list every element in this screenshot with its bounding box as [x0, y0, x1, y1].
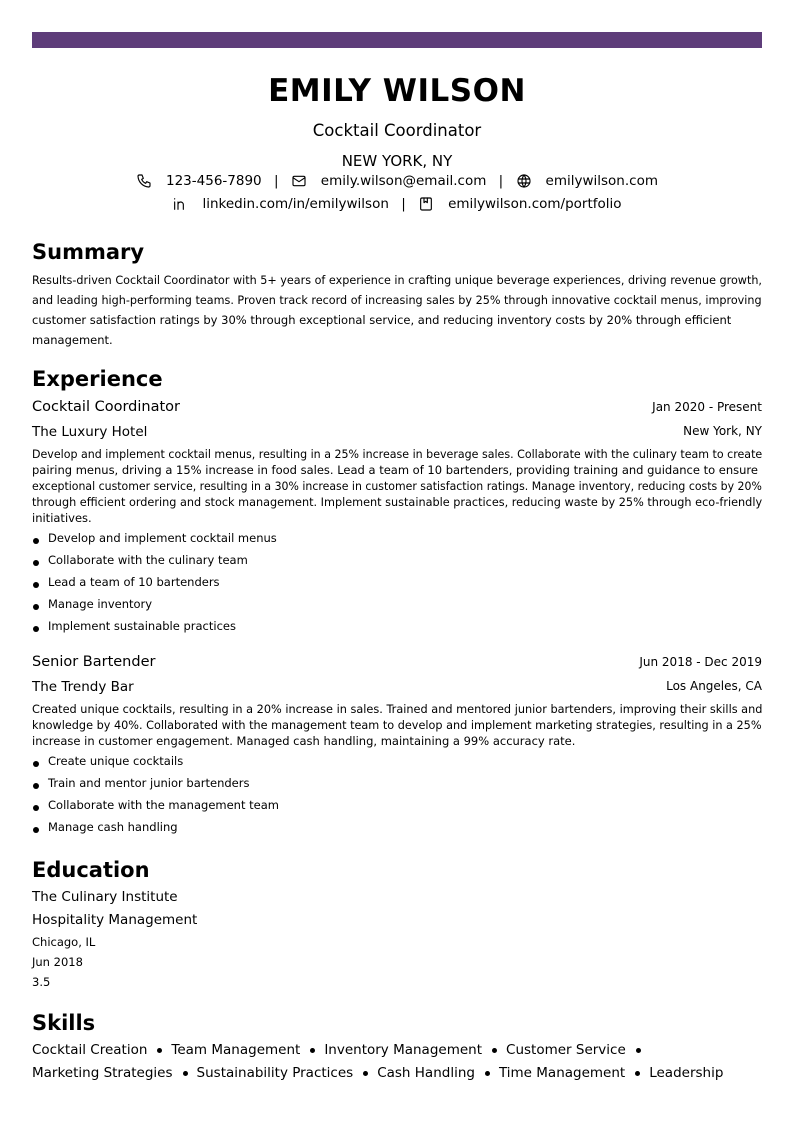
skill-item: Time Management: [498, 1065, 626, 1081]
job-description-line: Develop and implement cocktail menus, resulting in a 25% increase in beverage sales. Collaborate with the culinary team to create: [32, 447, 763, 461]
linkedin-contact[interactable]: [172, 196, 388, 212]
list-item-text: Manage cash handling: [48, 820, 178, 834]
education-location: Chicago, IL: [32, 935, 96, 949]
skill-item: Sustainability Practices: [196, 1065, 354, 1081]
list-item: [32, 819, 762, 841]
skills-row: [32, 1042, 650, 1058]
list-item: [32, 775, 762, 797]
job-description-line: Created unique cocktails, resulting in a 20% increase in sales. Trained and mentored junior bartenders, improving their skills and: [32, 702, 763, 716]
experience-heading: Experience: [32, 367, 163, 391]
bookmark-icon: [418, 196, 434, 212]
email-text: emily.wilson@email.com: [320, 173, 487, 189]
job-title: Senior Bartender: [32, 654, 156, 670]
job-description-line: exceptional customer service, resulting in a 30% increase in customer satisfaction ratings. Manage inventory, reducing costs by 20%: [32, 479, 762, 493]
list-item-text: Implement sustainable practices: [48, 619, 236, 633]
candidate-title: Cocktail Coordinator: [312, 121, 482, 140]
summary-line: Results-driven Cocktail Coordinator with 5+ years of experience in crafting unique beverage experiences, driving revenue growth,: [32, 273, 762, 287]
portfolio-text: emilywilson.com/portfolio: [448, 196, 622, 212]
candidate-location: NEW YORK, NY: [341, 152, 453, 170]
linkedin-text: linkedin.com/in/emilywilson: [202, 196, 389, 212]
summary-line: customer satisfaction ratings by 30% through exceptional service, and reducing inventory costs by 20% through efficient: [32, 313, 732, 327]
bullet-icon: [363, 1071, 368, 1076]
skill-item: Customer Service: [506, 1042, 626, 1058]
job-description-line: pairing menus, driving a 15% increase in food sales. Lead a team of 10 bartenders, providing training and guidance to ensure: [32, 463, 758, 477]
website-contact[interactable]: [516, 173, 658, 189]
summary-line: and leading high-performing teams. Proven track record of increasing sales by 25% through innovative cocktail menus, improving: [32, 293, 762, 307]
website-text: emilywilson.com: [545, 173, 658, 189]
job-description-line: through efficient ordering and stock management. Implement sustainable practices, reducing waste by 25% through eco-friendly: [32, 495, 763, 509]
list-item: [32, 753, 762, 775]
bullet-icon: [33, 805, 39, 811]
job-company: The Luxury Hotel: [32, 424, 148, 440]
job-description-line: increase in customer engagement. Managed cash handling, maintaining a 99% accuracy rate.: [32, 734, 576, 748]
skill-item: Leadership: [649, 1065, 724, 1081]
job-company: The Trendy Bar: [32, 679, 134, 695]
bullet-icon: [33, 827, 39, 833]
bullet-icon: [310, 1048, 315, 1053]
separator: |: [401, 196, 406, 212]
education-heading: Education: [32, 858, 150, 882]
skills-heading: Skills: [32, 1011, 96, 1035]
list-item-text: Manage inventory: [48, 597, 153, 611]
job-dates: Jan 2020 - Present: [652, 400, 762, 414]
email-contact[interactable]: [291, 173, 487, 189]
skill-item: Team Management: [171, 1042, 301, 1058]
bullet-icon: [33, 761, 39, 767]
job-bullet-list: [32, 753, 762, 841]
bullet-icon: [492, 1048, 497, 1053]
bullet-icon: [33, 783, 39, 789]
skill-item: Marketing Strategies: [32, 1065, 173, 1081]
job-description: [32, 701, 762, 749]
linkedin-icon: [172, 196, 188, 212]
job-description-line: initiatives.: [32, 511, 92, 525]
list-item: [32, 596, 762, 618]
summary-line: management.: [32, 333, 113, 347]
globe-icon: [516, 173, 532, 189]
contact-row-2: [0, 196, 794, 212]
job-location: Los Angeles, CA: [666, 679, 762, 693]
job-location: New York, NY: [683, 424, 762, 438]
education-date: Jun 2018: [32, 955, 83, 969]
list-item-text: Train and mentor junior bartenders: [48, 776, 250, 790]
summary-text: [32, 270, 762, 350]
bullet-icon: [33, 604, 39, 610]
bullet-icon: [157, 1048, 162, 1053]
job-bullet-list: [32, 530, 762, 640]
mail-icon: [291, 173, 307, 189]
phone-contact[interactable]: [136, 173, 262, 189]
list-item-text: Create unique cocktails: [48, 754, 184, 768]
bullet-icon: [33, 582, 39, 588]
skill-item: Inventory Management: [324, 1042, 483, 1058]
list-item-text: Collaborate with the management team: [48, 798, 279, 812]
list-item: [32, 618, 762, 640]
candidate-name: EMILY WILSON: [268, 73, 526, 109]
bullet-icon: [635, 1071, 640, 1076]
phone-text: 123-456-7890: [166, 173, 262, 189]
education-school: The Culinary Institute: [32, 889, 178, 905]
list-item: [32, 574, 762, 596]
bullet-icon: [33, 560, 39, 566]
skills-row: [32, 1065, 723, 1081]
accent-bar: [32, 32, 762, 48]
contact-row-1: [0, 173, 794, 189]
education-gpa: 3.5: [32, 975, 51, 989]
bullet-icon: [33, 538, 39, 544]
summary-heading: Summary: [32, 240, 145, 264]
bullet-icon: [183, 1071, 188, 1076]
list-item: [32, 797, 762, 819]
phone-icon: [136, 173, 152, 189]
bullet-icon: [33, 626, 39, 632]
separator: |: [273, 173, 279, 189]
job-description-line: knowledge by 40%. Collaborated with the management team to develop and implement marketing strategies, resulting in a 25%: [32, 718, 762, 732]
bullet-icon: [485, 1071, 490, 1076]
list-item-text: Collaborate with the culinary team: [48, 553, 248, 567]
job-description: [32, 446, 762, 526]
skill-item: Cash Handling: [377, 1065, 475, 1081]
list-item-text: Develop and implement cocktail menus: [48, 531, 277, 545]
bullet-icon: [636, 1048, 641, 1053]
portfolio-contact[interactable]: [418, 196, 621, 212]
separator: |: [498, 173, 504, 189]
list-item: [32, 530, 762, 552]
skill-item: Cocktail Creation: [32, 1042, 148, 1058]
job-dates: Jun 2018 - Dec 2019: [639, 655, 762, 669]
education-degree: Hospitality Management: [32, 912, 198, 928]
list-item: [32, 552, 762, 574]
job-title: Cocktail Coordinator: [32, 399, 181, 415]
list-item-text: Lead a team of 10 bartenders: [48, 575, 220, 589]
